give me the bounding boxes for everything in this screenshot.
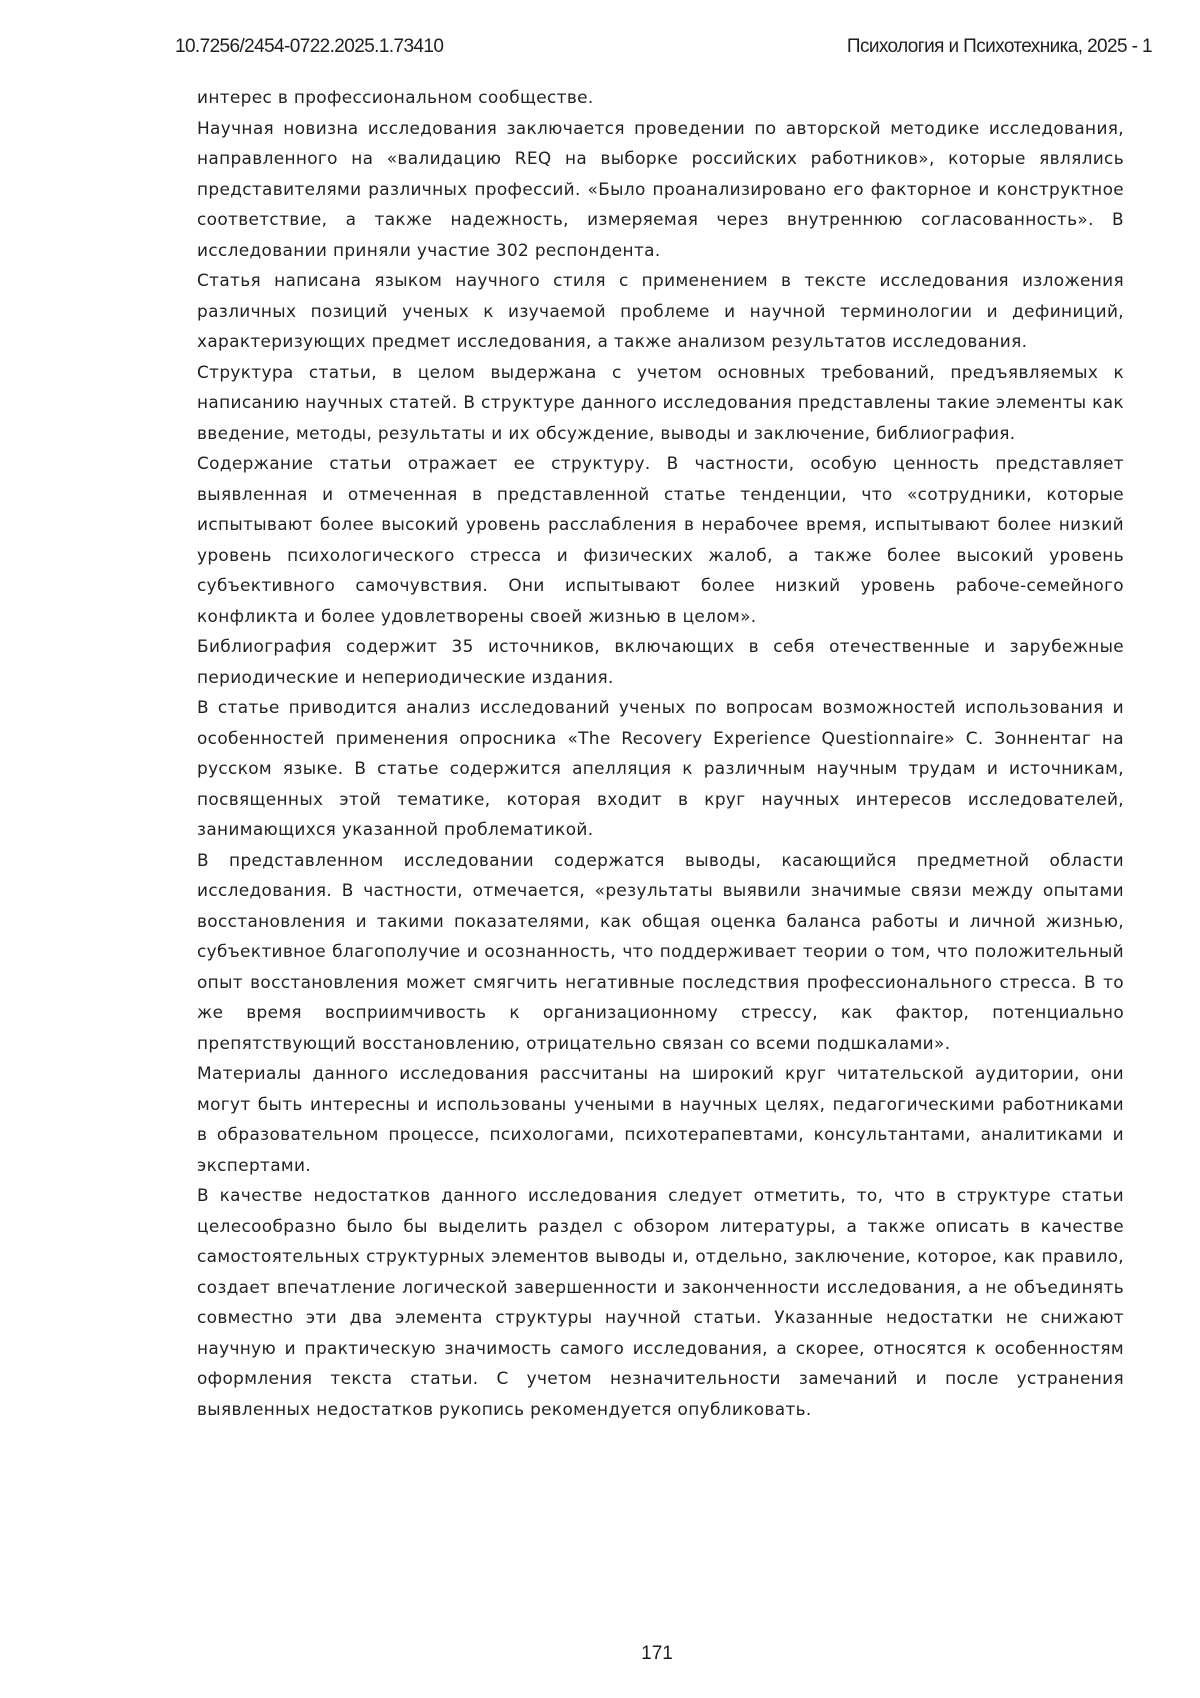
paragraph: Статья написана языком научного стиля с применением в тексте исследования изложения различных позиций ученых к изучаемой проблеме и научной терминологии и дефиниций, характеризующих предмет исследования, а также анализом результатов исследования. bbox=[197, 265, 1124, 357]
paragraph: Содержание статьи отражает ее структуру. В частности, особую ценность представляет выявленная и отмеченная в представленной статье тенденции, что «сотрудники, которые испытывают более высокий уровень расслабления в нерабочее время, испытывают более низкий уровень психологического стресса и физических жалоб, а также более высокий уровень субъективного самочувствия. Они испытывают более низкий уровень рабоче-семейного конфликта и более удовлетворены своей жизнью в целом». bbox=[197, 448, 1124, 631]
paragraph: Структура статьи, в целом выдержана с учетом основных требований, предъявляемых к написанию научных статей. В структуре данного исследования представлены такие элементы как введение, методы, результаты и их обсуждение, выводы и заключение, библиография. bbox=[197, 357, 1124, 449]
article-body bbox=[197, 82, 1124, 1424]
page-header bbox=[175, 36, 1152, 58]
paragraph: Материалы данного исследования рассчитаны на широкий круг читательской аудитории, они могут быть интересны и использованы учеными в научных целях, педагогическими работниками в образовательном процессе, психологами, психотерапевтами, консультантами, аналитиками и экспертами. bbox=[197, 1058, 1124, 1180]
paragraph: В представленном исследовании содержатся выводы, касающийся предметной области исследования. В частности, отмечается, «результаты выявили значимые связи между опытами восстановления и такими показателями, как общая оценка баланса работы и личной жизнью, субъективное благополучие и осознанность, что поддерживает теории о том, что положительный опыт восстановления может смягчить негативные последствия профессионального стресса. В то же время восприимчивость к организационному стрессу, как фактор, потенциально препятствующий восстановлению, отрицательно связан со всеми подшкалами». bbox=[197, 845, 1124, 1059]
paragraph: В статье приводится анализ исследований ученых по вопросам возможностей использования и особенностей применения опросника «The Recovery Experience Questionnaire» С. Зоннентаг на русском языке. В статье содержится апелляция к различным научным трудам и источникам, посвященных этой тематике, которая входит в круг научных интересов исследователей, занимающихся указанной проблематикой. bbox=[197, 692, 1124, 845]
journal-label: Психология и Психотехника, 2025 - 1 bbox=[847, 36, 1152, 58]
page-footer bbox=[0, 1643, 1200, 1665]
paragraph: Библиография содержит 35 источников, включающих в себя отечественные и зарубежные периодические и непериодические издания. bbox=[197, 631, 1124, 692]
paragraph: В качестве недостатков данного исследования следует отметить, то, что в структуре статьи целесообразно было бы выделить раздел с обзором литературы, а также описать в качестве самостоятельных структурных элементов выводы и, отдельно, заключение, которое, как правило, создает впечатление логической завершенности и законченности исследования, а не объединять совместно эти два элемента структуры научной статьи. Указанные недостатки не снижают научную и практическую значимость самого исследования, а скорее, относятся к особенностям оформления текста статьи. С учетом незначительности замечаний и после устранения выявленных недостатков рукопись рекомендуется опубликовать. bbox=[197, 1180, 1124, 1424]
page-number: 171 bbox=[641, 1643, 673, 1664]
doi-label: 10.7256/2454-0722.2025.1.73410 bbox=[175, 36, 443, 58]
paragraph: Научная новизна исследования заключается проведении по авторской методике исследования, направленного на «валидацию REQ на выборке российских работников», которые являлись представителями различных профессий. «Было проанализировано его факторное и конструктное соответствие, а также надежность, измеряемая через внутреннюю согласованность». В исследовании приняли участие 302 респондента. bbox=[197, 113, 1124, 266]
paragraph: интерес в профессиональном сообществе. bbox=[197, 82, 1124, 113]
